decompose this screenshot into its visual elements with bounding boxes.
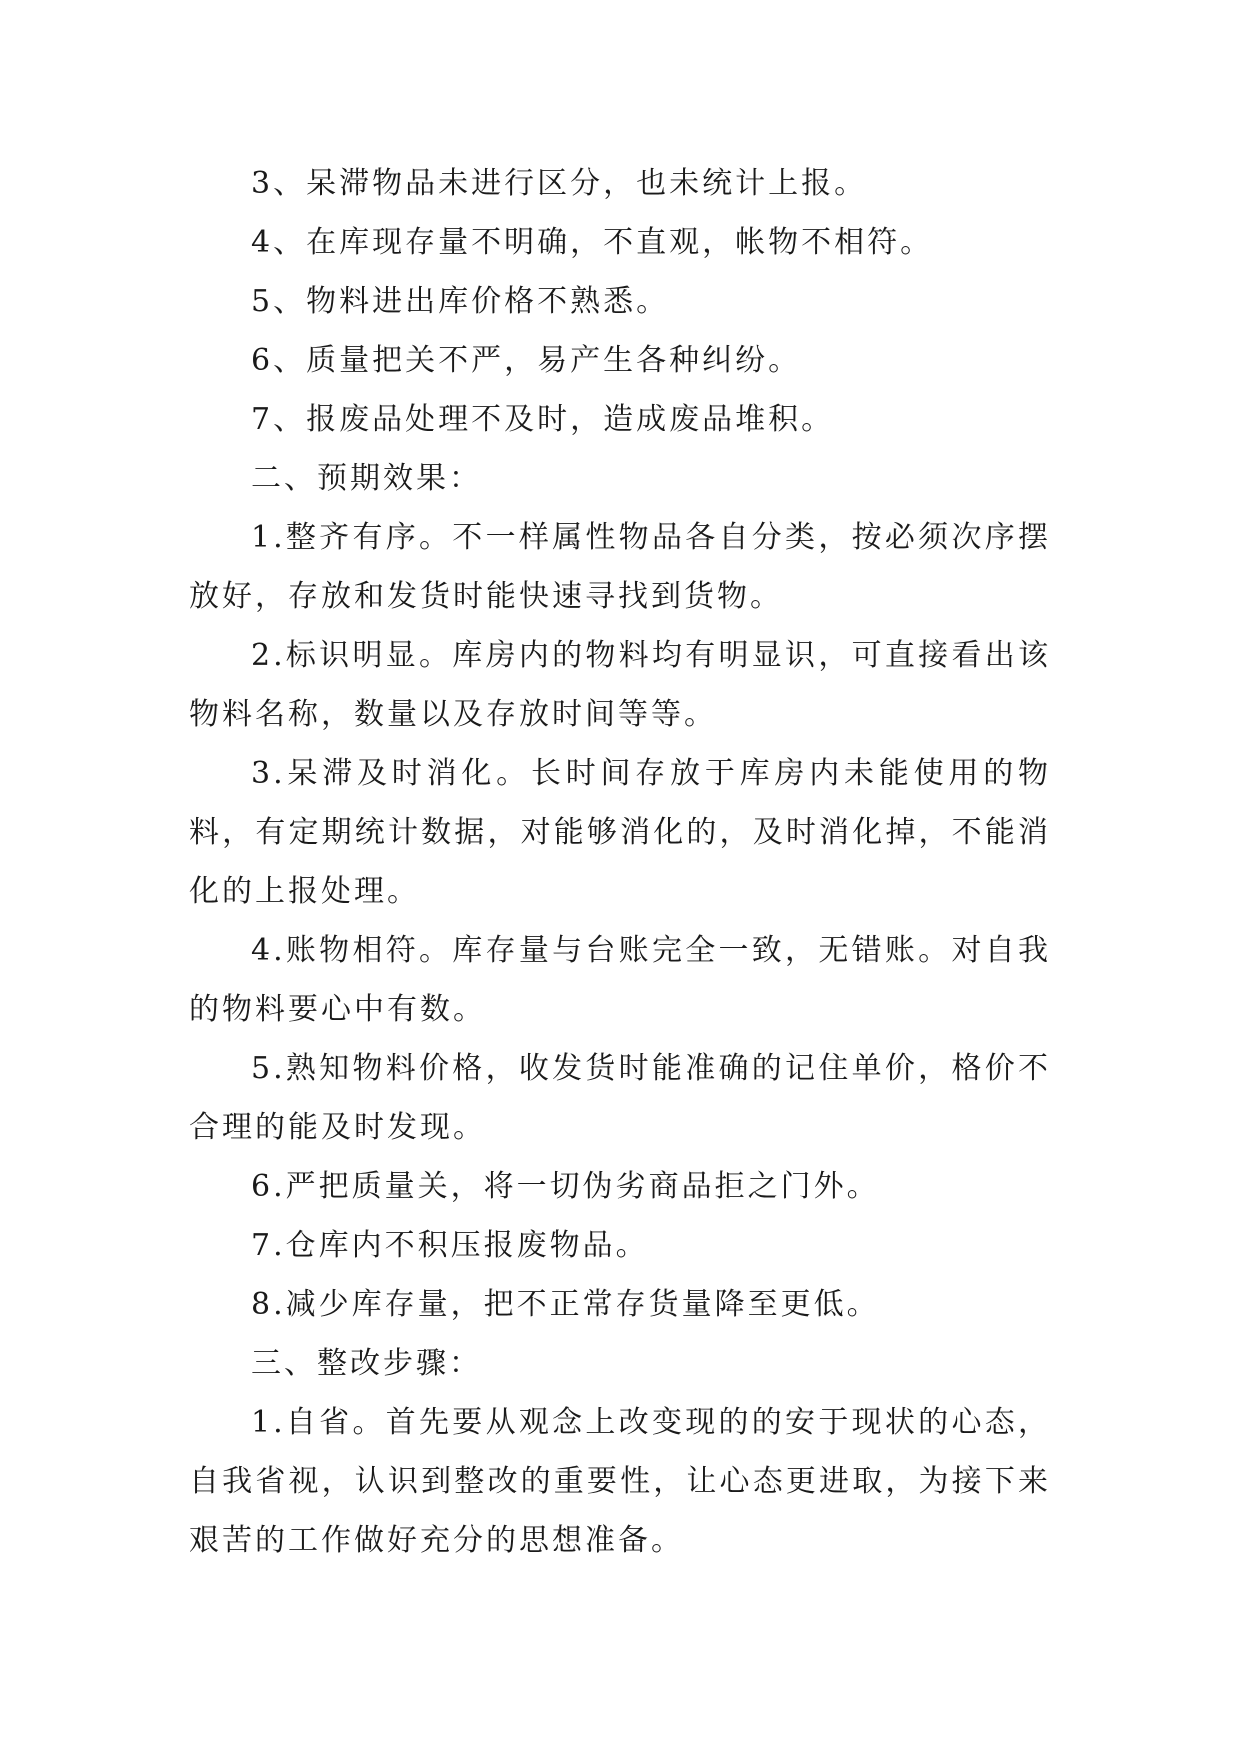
paragraph-result-1: 1.整齐有序。不一样属性物品各自分类，按必须次序摆放好，存放和发货时能快速寻找到货物。 (189, 520, 1051, 614)
paragraph-problem-7: 7、报废品处理不及时，造成废品堆积。 (251, 402, 835, 437)
paragraph-result-4: 4.账物相符。库存量与台账完全一致，无错账。对自我的物料要心中有数。 (189, 933, 1051, 1027)
paragraph-problem-5: 5、物料进出库价格不熟悉。 (251, 284, 670, 319)
paragraph-result-2: 2.标识明显。库房内的物料均有明显识，可直接看出该物料名称，数量以及存放时间等等。 (189, 638, 1051, 732)
paragraph-problem-4: 4、在库现存量不明确，不直观，帐物不相符。 (251, 225, 934, 260)
paragraph-result-5: 5.熟知物料价格，收发货时能准确的记住单价，格价不合理的能及时发现。 (189, 1051, 1051, 1145)
document-body (189, 154, 1051, 1570)
paragraph-result-7: 7.仓库内不积压报废物品。 (251, 1228, 649, 1263)
paragraph-result-6: 6.严把质量关，将一切伪劣商品拒之门外。 (251, 1169, 880, 1204)
paragraph-result-3: 3.呆滞及时消化。长时间存放于库房内未能使用的物料，有定期统计数据，对能够消化的，及时消化掉，不能消化的上报处理。 (189, 756, 1051, 909)
section-heading-expected-results: 二、预期效果： (251, 461, 482, 496)
section-heading-rectification-steps: 三、整改步骤： (251, 1346, 482, 1381)
paragraph-problem-3: 3、呆滞物品未进行区分，也未统计上报。 (251, 166, 868, 201)
paragraph-problem-6: 6、质量把关不严，易产生各种纠纷。 (251, 343, 802, 378)
paragraph-step-1: 1.自省。首先要从观念上改变现的的安于现状的心态，自我省视，认识到整改的重要性，让心态更进取，为接下来艰苦的工作做好充分的思想准备。 (189, 1405, 1051, 1558)
paragraph-result-8: 8.减少库存量，把不正常存货量降至更低。 (251, 1287, 880, 1322)
